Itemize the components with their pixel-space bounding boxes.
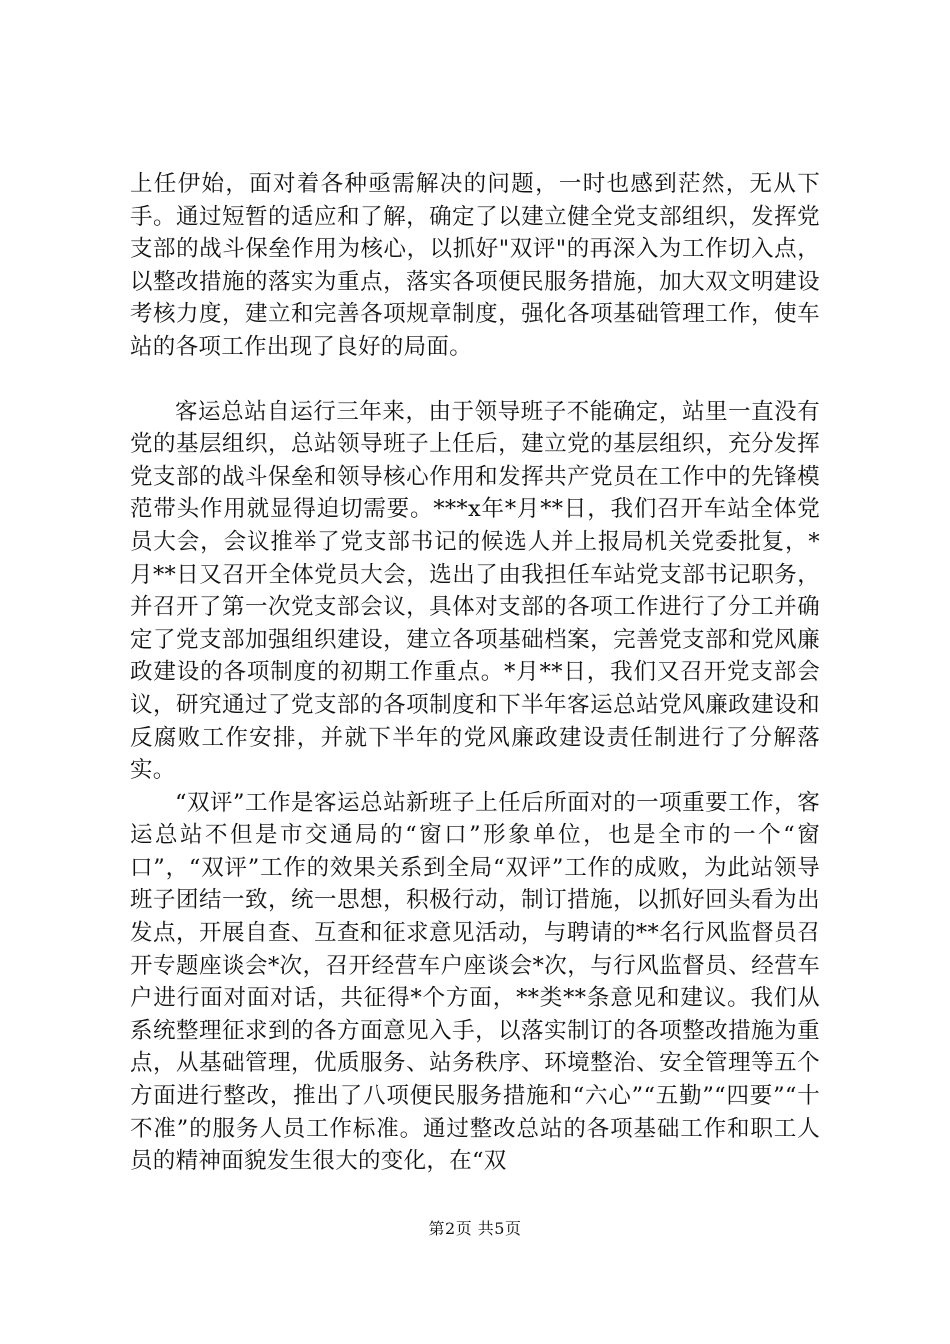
- page-footer: 第2页 共5页: [428, 1219, 522, 1238]
- paragraph-2: 客运总站自运行三年来，由于领导班子不能确定，站里一直没有党的基层组织，总站领导班子上任后，建立党的基层组织，充分发挥党支部的战斗保垒和领导核心作用和发挥共产党员在工作中的先锋模范带头作用就显得迫切需要。***x年*月**日，我们召开车站全体党员大会，会议推举了党支部书记的候选人并上报局机关党委批复，*月**日又召开全体党员大会，选出了由我担任车站党支部书记职务，并召开了第一次党支部会议，具体对支部的各项工作进行了分工并确定了党支部加强组织建设，建立各项基础档案，完善党支部和党风廉政建设的各项制度的初期工作重点。*月**日，我们又召开党支部会议，研究通过了党支部的各项制度和下半年客运总站党风廉政建设和反腐败工作安排，并就下半年的党风廉政建设责任制进行了分解落实。: [130, 398, 820, 784]
- paragraph-1: 上任伊始，面对着各种亟需解决的问题，一时也感到茫然，无从下手。通过短暂的适应和了解，确定了以建立健全党支部组织，发挥党支部的战斗保垒作用为核心，以抓好"双评"的再深入为工作切入点，以整改措施的落实为重点，落实各项便民服务措施，加大双文明建设考核力度，建立和完善各项规章制度，强化各项基础管理工作，使车站的各项工作出现了良好的局面。: [130, 171, 820, 360]
- paragraph-3: “双评”工作是客运总站新班子上任后所面对的一项重要工作，客运总站不但是市交通局的“窗口”形象单位，也是全市的一个“窗口”，“双评”工作的效果关系到全局“双评”工作的成败，为此站领导班子团结一致，统一思想，积极行动，制订措施，以抓好回头看为出发点，开展自查、互查和征求意见活动，与聘请的**名行风监督员召开专题座谈会*次，召开经营车户座谈会*次，与行风监督员、经营车户进行面对面对话，共征得*个方面，**类**条意见和建议。我们从系统整理征求到的各方面意见入手，以落实制订的各项整改措施为重点，从基础管理，优质服务、站务秩序、环境整治、安全管理等五个方面进行整改，推出了八项便民服务措施和“六心”“五勤”“四要”“十不准”的服务人员工作标准。通过整改总站的各项基础工作和职工人员的精神面貌发生很大的变化，在“双: [130, 789, 820, 1175]
- document-body: [130, 168, 820, 1178]
